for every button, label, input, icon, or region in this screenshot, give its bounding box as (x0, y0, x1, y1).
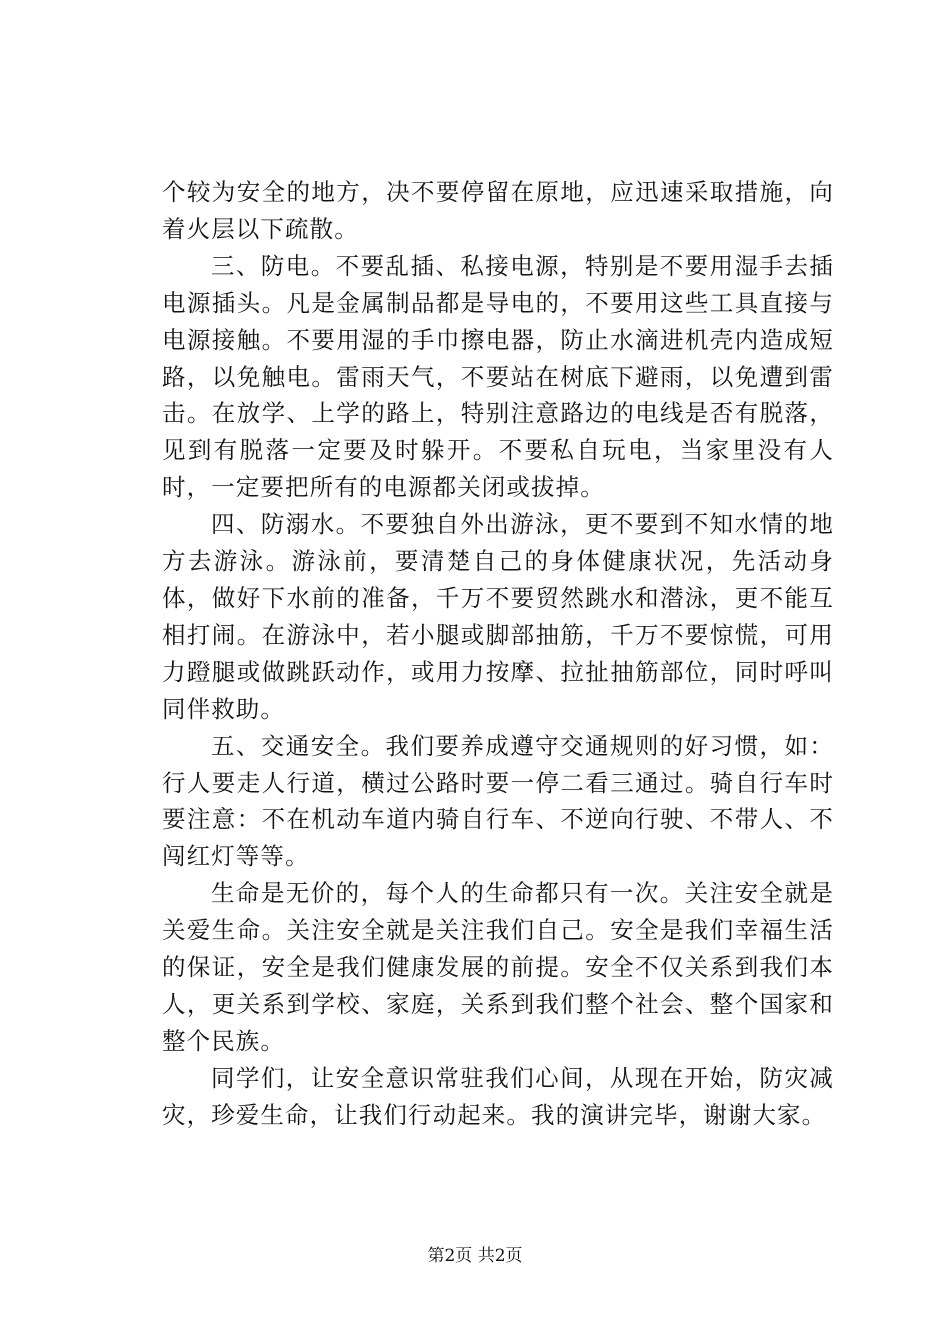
paragraph-value-of-life: 生命是无价的，每个人的生命都只有一次。关注安全就是关爱生命。关注安全就是关注我们自己。安全是我们幸福生活的保证，安全是我们健康发展的前提。安全不仅关系到我们本人，更关系到学校、家庭，关系到我们整个社会、整个国家和整个民族。 (162, 879, 834, 1055)
page-number-footer: 第2页 共2页 (427, 1246, 523, 1266)
paragraph-drowning-prevention: 四、防溺水。不要独自外出游泳，更不要到不知水情的地方去游泳。游泳前，要清楚自己的身体健康状况，先活动身体，做好下水前的准备，千万不要贸然跳水和潜泳，更不能互相打闹。在游泳中，若小腿或脚部抽筋，千万不要惊慌，可用力蹬腿或做跳跃动作，或用力按摩、拉扯抽筋部位，同时呼叫同伴救助。 (162, 510, 834, 723)
paragraph-closing: 同学们，让安全意识常驻我们心间，从现在开始，防灾减灾，珍爱生命，让我们行动起来。我的演讲完毕，谢谢大家。 (162, 1063, 834, 1129)
document-body (162, 174, 834, 1134)
paragraph-electricity-safety: 三、防电。不要乱插、私接电源，特别是不要用湿手去插电源插头。凡是金属制品都是导电的，不要用这些工具直接与电源接触。不要用湿的手巾擦电器，防止水滴进机壳内造成短路，以免触电。雷雨天气，不要站在树底下避雨，以免遭到雷击。在放学、上学的路上，特别注意路边的电线是否有脱落，见到有脱落一定要及时躲开。不要私自玩电，当家里没有人时，一定要把所有的电源都关闭或拔掉。 (162, 251, 834, 502)
paragraph-traffic-safety: 五、交通安全。我们要养成遵守交通规则的好习惯，如：行人要走人行道，横过公路时要一停二看三通过。骑自行车时要注意：不在机动车道内骑自行车、不逆向行驶、不带人、不闯红灯等等。 (162, 731, 834, 871)
paragraph-continued: 个较为安全的地方，决不要停留在原地，应迅速采取措施，向着火层以下疏散。 (162, 178, 834, 243)
